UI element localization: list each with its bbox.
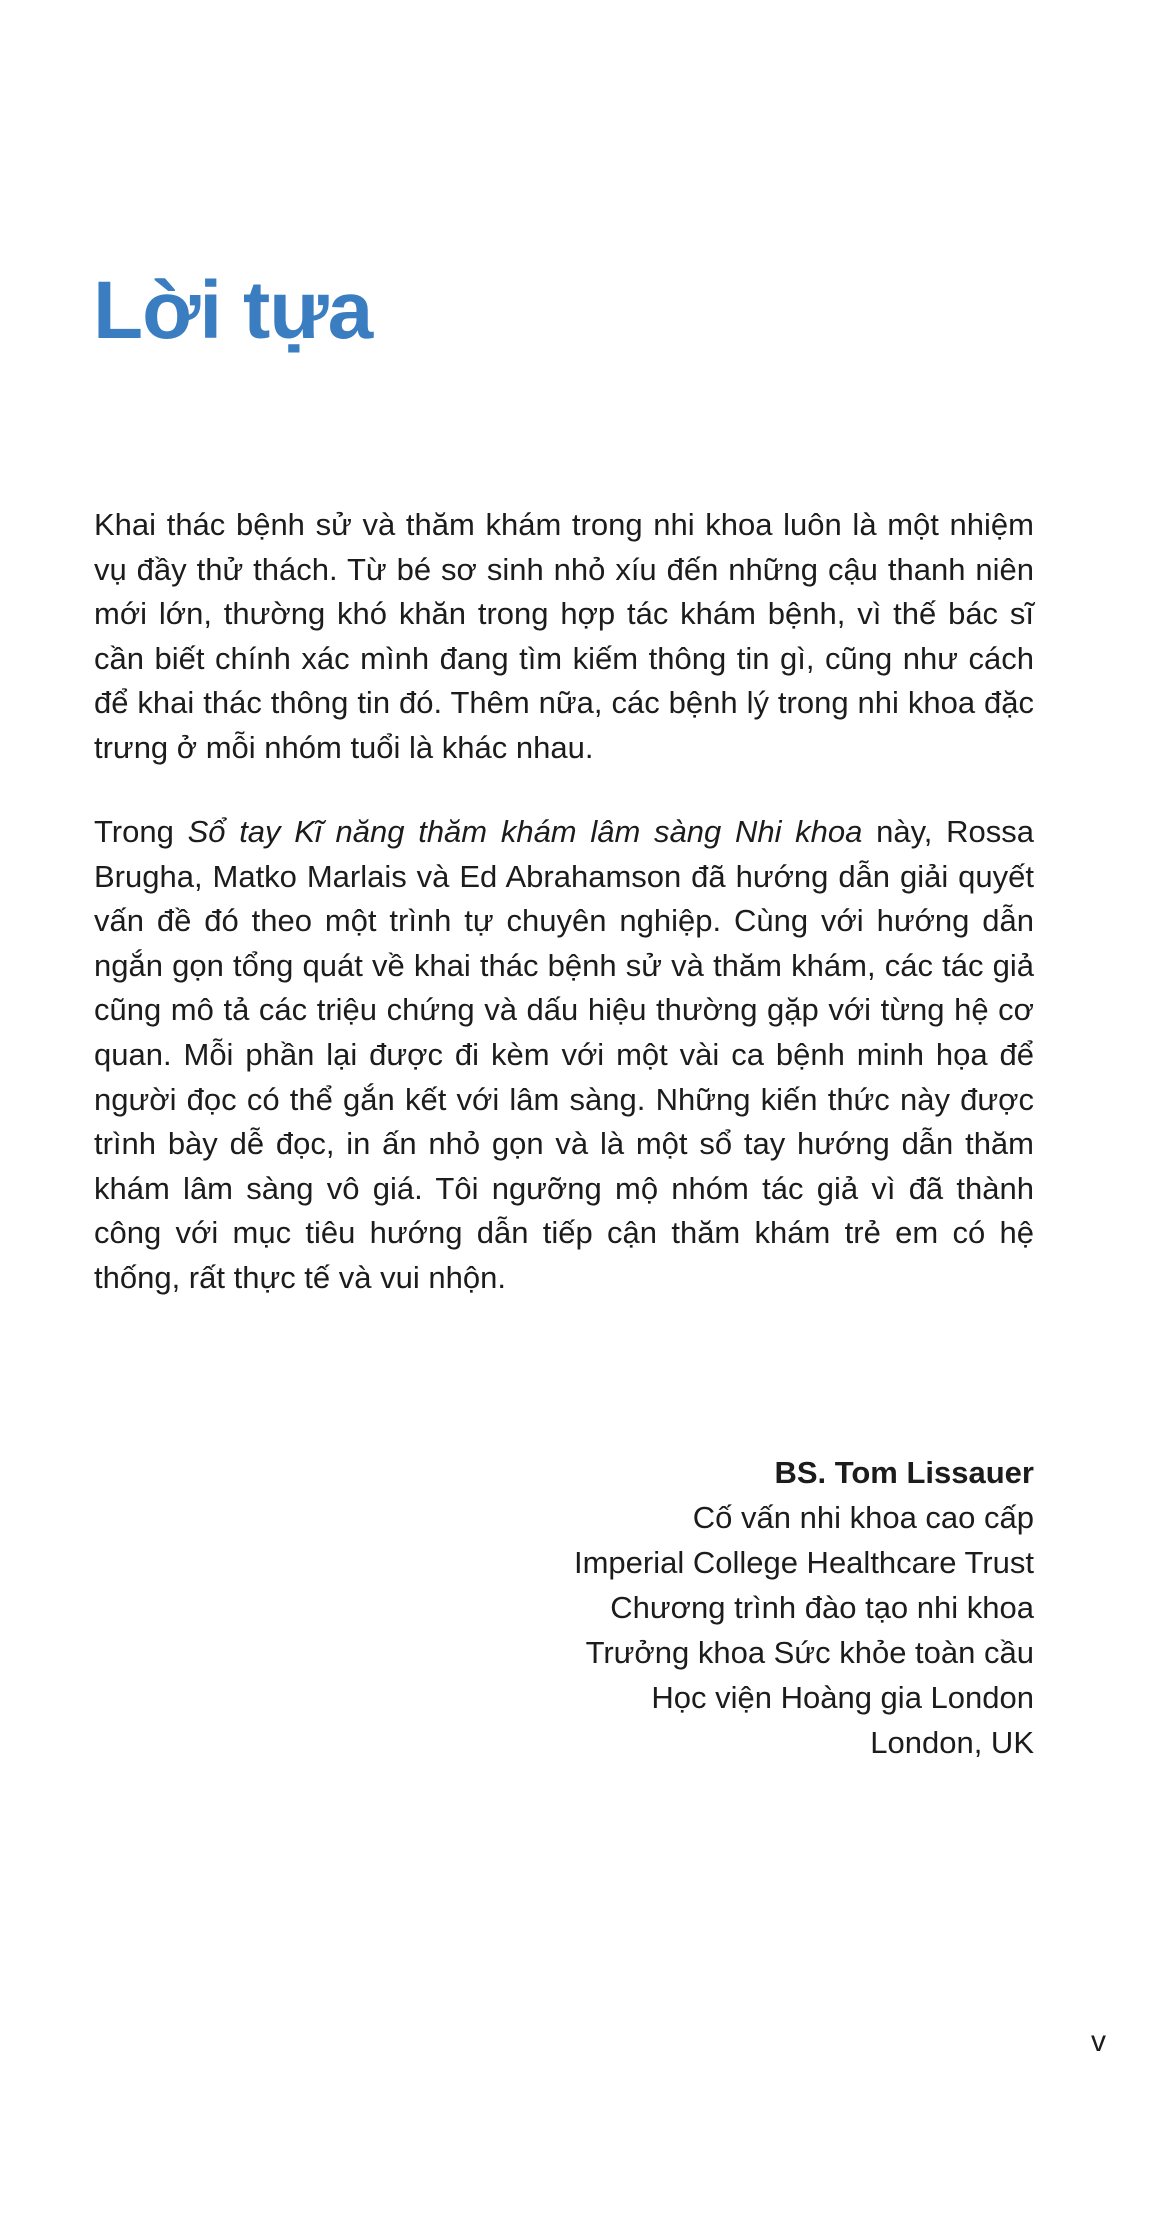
paragraph-body: này, Rossa Brugha, Matko Marlais và Ed Abrahamson đã hướng dẫn giải quyết vấn đề đó theo một trình tự chuyên nghiệp. Cùng với hướng dẫn ngắn gọn tổng quát về khai thác bệnh sử và thăm khám, các tác giả cũng mô tả các triệu chứng và dấu hiệu thường gặp với từng hệ cơ quan. Mỗi phần lại được đi kèm với một vài ca bệnh minh họa để người đọc có thể gắn kết với lâm sàng. Những kiến thức này được trình bày dễ đọc, in ấn nhỏ gọn và là một sổ tay hướng dẫn thăm khám lâm sàng vô giá. Tôi ngưỡng mộ nhóm tác giả vì đã thành công với mục tiêu hướng dẫn tiếp cận thăm khám trẻ em có hệ thống, rất thực tế và vui nhộn.: [94, 814, 1034, 1295]
signature-line: London, UK: [870, 1725, 1034, 1760]
signature-line: Chương trình đào tạo nhi khoa: [610, 1590, 1034, 1625]
paragraph-book-description: [94, 810, 1034, 1301]
book-title: Sổ tay Kĩ năng thăm khám lâm sàng Nhi khoa: [187, 814, 863, 849]
signature-line: Cố vấn nhi khoa cao cấp: [692, 1500, 1034, 1535]
paragraph-intro-word: Trong: [94, 814, 174, 849]
signature-block: [574, 1450, 1034, 1765]
page-number: v: [1091, 2025, 1106, 2058]
signature-line: Trưởng khoa Sức khỏe toàn cầu: [585, 1635, 1034, 1670]
paragraph-intro: Khai thác bệnh sử và thăm khám trong nhi khoa luôn là một nhiệm vụ đầy thử thách. Từ bé sơ sinh nhỏ xíu đến những cậu thanh niên mới lớn, thường khó khăn trong hợp tác khám bệnh, vì thế bác sĩ cần biết chính xác mình đang tìm kiếm thông tin gì, cũng như cách để khai thác thông tin đó. Thêm nữa, các bệnh lý trong nhi khoa đặc trưng ở mỗi nhóm tuổi là khác nhau.: [94, 507, 1034, 765]
signature-name: BS. Tom Lissauer: [774, 1455, 1034, 1490]
signature-line: Imperial College Healthcare Trust: [573, 1545, 1034, 1580]
page-title: Lời tựa: [93, 265, 373, 356]
signature-line: Học viện Hoàng gia London: [651, 1680, 1034, 1715]
